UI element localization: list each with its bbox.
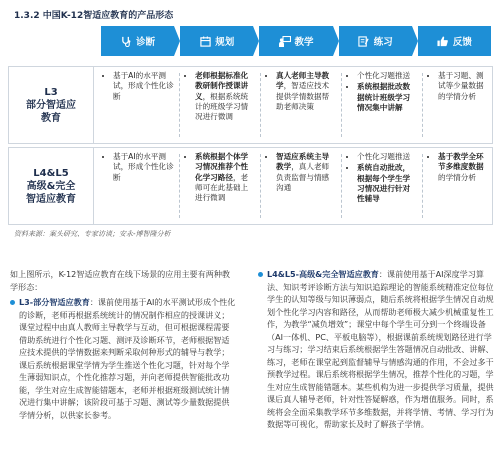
divider xyxy=(260,154,261,218)
table-row-l3 xyxy=(8,66,493,144)
stage-header-diagnose xyxy=(101,26,174,56)
stage-header-feedback xyxy=(418,26,491,56)
divider xyxy=(179,154,180,218)
bullet-title: L3-部分智适应教育 xyxy=(19,297,90,308)
cell-text: • 基于习题、测试等少量数据的学情分析 xyxy=(438,71,488,102)
stage-label: 规划 xyxy=(215,37,235,48)
stage-label: 诊断 xyxy=(136,37,156,48)
cell-teach xyxy=(262,148,340,224)
practice-icon xyxy=(358,35,370,47)
divider xyxy=(341,154,342,218)
calendar-icon xyxy=(199,35,211,47)
cell-diagnose xyxy=(99,148,178,224)
divider xyxy=(422,73,423,137)
cell-practice xyxy=(343,148,421,224)
cell-text: • 基于AI的水平测试，形成个性化诊断 xyxy=(113,152,174,183)
stage-header-practice xyxy=(339,26,412,56)
cell-text: • 基于AI的水平测试，形成个性化诊断 xyxy=(113,71,174,102)
bullet-l4-l5 xyxy=(258,268,494,431)
stethoscope-icon xyxy=(120,35,132,47)
divider xyxy=(422,154,423,218)
stage-header-row xyxy=(101,26,491,56)
cell-plan xyxy=(181,148,259,224)
cell-text: • 个性化习题推送 xyxy=(357,152,417,162)
bullet-l3 xyxy=(10,296,236,421)
cell-text: • 真人老师主导教学，智适应技术提供学情数据帮助老师决策 xyxy=(276,71,336,112)
cell-plan xyxy=(181,67,259,143)
bullet-text: ：课前使用基于AI深度学习算法、知识考评诊断方法与知识追踪理论的智能系统精准定位每位学生的认知等级与知识薄弱点，随后系统将根据学生情况自动规划个性化学习内容和路径，从而帮助老师极大减少机械重复性工作，为教学“减负增效”；课堂中每个学生可分到一个终端设备（AI一体机、PC、平板电脑等），根据课前系统规划路径进行学习与练习；学习结束后系统根据学生答题情况自动批改、讲解、练习，老师在课堂起到监督辅导与情感沟通的作用，不会过多干预教学过程。课后系统将根据学生情况，推荐个性化的习题，学生对应生成智能错题本。某些机构为进一步提供学习质量，提供课后真人辅导老师，针对性答疑解惑，作为增值服务。同时，系统将会全面采集教学环节多维数据，并将学情、考情、学习行为数据等可视化，帮助家长及时了解孩子学情。 xyxy=(267,269,494,430)
level-label: L3 部分智适应 教育 xyxy=(9,67,94,143)
divider xyxy=(260,73,261,137)
teacher-icon xyxy=(279,35,291,47)
cell-text: • 老师根据标准化教研制作授课讲义，根据系统统计的班级学习情况进行微调 xyxy=(195,71,255,122)
bullet-title: L4&L5-高级&完全智适应教育 xyxy=(267,269,379,279)
source-note: 资料来源：案头研究、专家访谈；安永-博智隆分析 xyxy=(14,230,171,238)
right-column xyxy=(258,268,494,431)
cell-feedback xyxy=(424,148,492,224)
bullet-text: ：课前使用基于AI的水平测试形成个性化的诊断，老师再根据系统统计的情况制作相应的授课讲义；课堂过程中由真人教师主导教学与互动，但可根据课程需要借助系统进行个性化习题、测评及诊断环节，老师根据智适应技术提供的学情数据来判断采取何种形式的辅导与教学；课后系统根据课堂学情为学生推送个性化习题，针对每个学生薄弱知识点，个性化推荐习题，并向老师提供智能批改功能，学生对应生成智能错题本，老师并根据班级测试统计情况进行集中讲解；该阶段可基于习题、测试等少量数据提供学情分析，以供家长参考。 xyxy=(19,297,236,420)
cell-text: • 系统根据个体学习情况推荐个性化学习路径，老师可在此基础上进行微调 xyxy=(195,152,255,203)
stage-label: 教学 xyxy=(294,37,314,48)
divider xyxy=(179,73,180,137)
cell-text: • 智适应系统主导教学，真人老师负责监督与情感沟通 xyxy=(276,152,336,193)
divider xyxy=(341,73,342,137)
level-label: L4&L5 高级&完全 智适应教育 xyxy=(9,148,94,224)
thumbs-up-icon xyxy=(437,35,449,47)
cell-text: • 基于教学全环节多维度数据的学情分析 xyxy=(438,152,488,183)
table-row-l4-l5 xyxy=(8,147,493,225)
left-column xyxy=(10,268,236,421)
stage-label: 反馈 xyxy=(452,37,472,48)
cell-feedback xyxy=(424,67,492,143)
cell-text: • 系统自动批改，根据每个学生学习情况进行针对性辅导 xyxy=(357,163,417,204)
cell-text: • 个性化习题推送 xyxy=(357,71,417,81)
cell-diagnose xyxy=(99,67,178,143)
cell-practice xyxy=(343,67,421,143)
intro-paragraph: 如上图所示，K-12智适应教育在线下场景的应用主要有两种教学形态： xyxy=(10,269,231,292)
cell-teach xyxy=(262,67,340,143)
stage-label: 练习 xyxy=(373,37,393,48)
figure-title: 1.3.2 中国K-12智适应教育的产品形态 xyxy=(14,11,174,21)
stage-header-plan xyxy=(180,26,253,56)
stage-header-teach xyxy=(259,26,332,56)
cell-text: • 系统根据批改数据统计班级学习情况集中讲解 xyxy=(357,82,417,113)
